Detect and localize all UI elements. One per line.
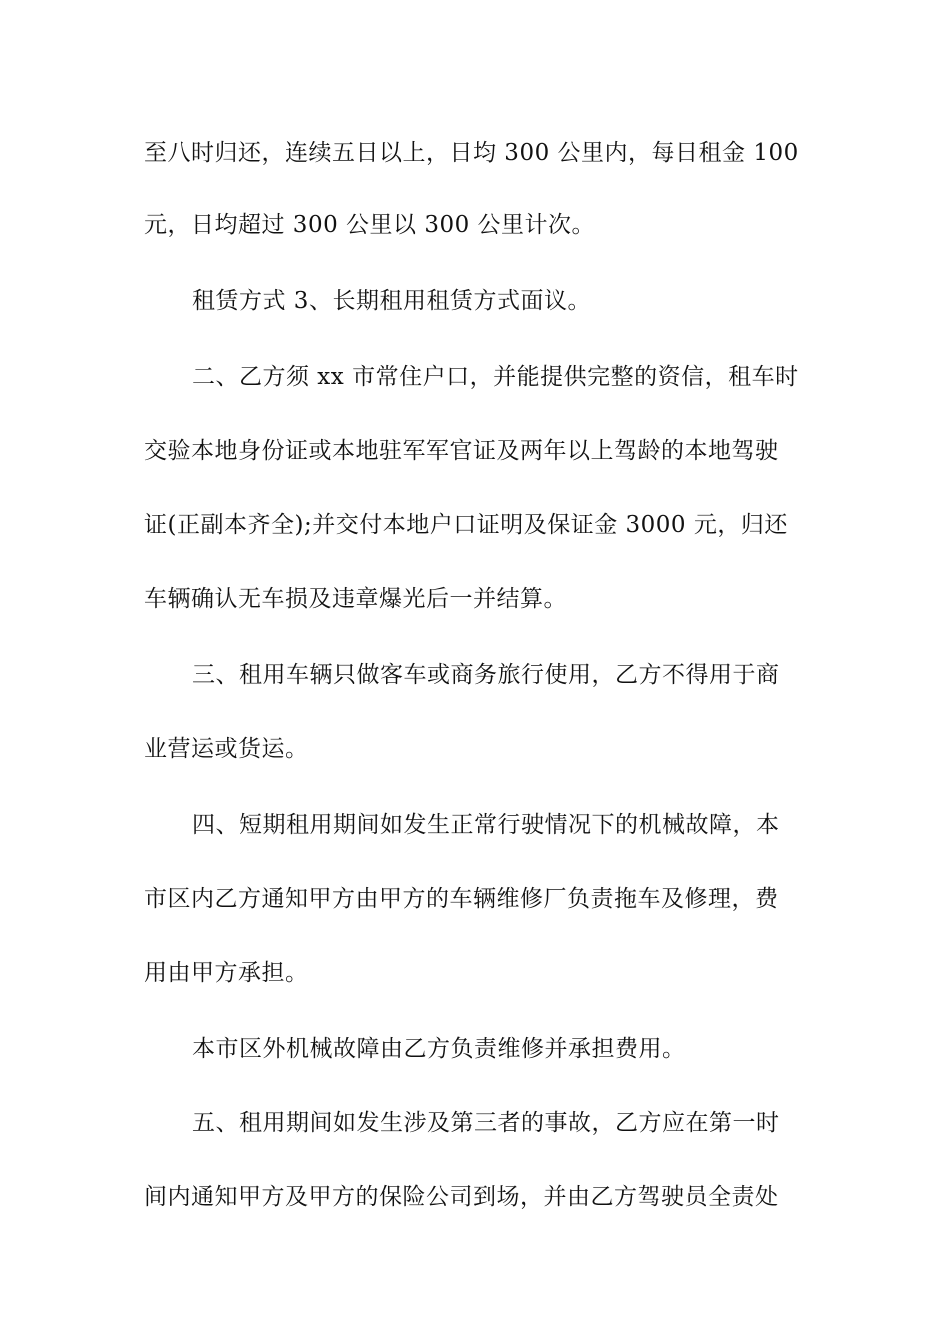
- text-line: 证(正副本齐全);并交付本地户口证明及保证金 3000 元，归还: [144, 512, 788, 538]
- paragraph-start-line: 二、乙方须 xx 市常住户口，并能提供完整的资信，租车时: [192, 364, 799, 390]
- text-line: 至八时归还，连续五日以上，日均 300 公里内，每日租金 100: [144, 140, 799, 166]
- text-line: 用由甲方承担。: [144, 960, 309, 986]
- paragraph-start-line: 本市区外机械故障由乙方负责维修并承担费用。: [192, 1036, 686, 1062]
- text-line: 交验本地身份证或本地驻军军官证及两年以上驾龄的本地驾驶: [144, 438, 779, 464]
- paragraph-start-line: 三、租用车辆只做客车或商务旅行使用，乙方不得用于商: [192, 662, 780, 688]
- text-line: 间内通知甲方及甲方的保险公司到场，并由乙方驾驶员全责处: [144, 1184, 779, 1210]
- paragraph-start-line: 租赁方式 3、长期租用租赁方式面议。: [192, 288, 591, 314]
- text-line: 市区内乙方通知甲方由甲方的车辆维修厂负责拖车及修理，费: [144, 886, 779, 912]
- text-line: 元，日均超过 300 公里以 300 公里计次。: [144, 212, 596, 238]
- paragraph-start-line: 五、租用期间如发生涉及第三者的事故，乙方应在第一时: [192, 1110, 780, 1136]
- paragraph-start-line: 四、短期租用期间如发生正常行驶情况下的机械故障，本: [192, 812, 780, 838]
- text-line: 业营运或货运。: [144, 736, 309, 762]
- text-line: 车辆确认无车损及违章爆光后一并结算。: [144, 586, 567, 612]
